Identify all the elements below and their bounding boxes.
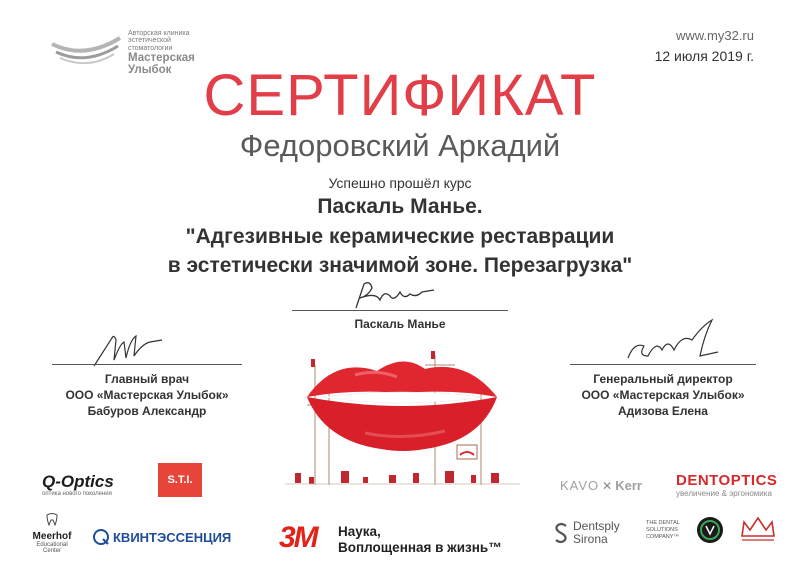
clinic-name1: Мастерская (128, 52, 195, 65)
director-signature-line (570, 364, 756, 365)
q-optics-logo (42, 472, 114, 497)
quintessence-name: КВИНТЭССЕНЦИЯ (113, 529, 232, 545)
course-title-line2: в эстетически значимой зоне. Перезагрузка" (167, 254, 633, 277)
director-name: Адизова Елена (618, 404, 708, 419)
meerhof-subtitle: Educational Center (36, 542, 68, 554)
3m-slogan (338, 524, 502, 556)
dental-solutions-text: THE DENTAL SOLUTIONS COMPANY™ (646, 520, 680, 541)
quintessence-emblem-icon (92, 528, 110, 546)
3m-slogan-line2: Воплощенная в жизнь™ (338, 540, 502, 556)
quintessence-logo (92, 528, 231, 546)
kavo-kerr-logo (560, 478, 642, 493)
kerr-name: Kerr (615, 478, 642, 493)
chief-signature-block (52, 371, 242, 420)
meerhof-name: Meerhof (32, 531, 72, 542)
director-signature-block (570, 371, 756, 420)
dentsply-name2: Sirona (573, 532, 608, 547)
round-emblem-icon (696, 516, 724, 544)
chief-signature-line (52, 364, 242, 365)
certificate-title: СЕРТИФИКАТ (203, 63, 597, 128)
3m-slogan-line1: Наука, (338, 524, 381, 539)
kavo-name: KAVO (560, 478, 600, 493)
dentoptics-name: DENTOPTICS (676, 472, 778, 489)
chief-name: Бабуров Александр (87, 404, 207, 419)
lecturer-name: Паскаль Манье (354, 317, 446, 331)
q-optics-name: Q-Optics (42, 472, 114, 491)
q-optics-subtitle: оптика нового поколения (42, 491, 112, 497)
crown-emblem-icon (738, 514, 778, 546)
meerhof-logo (30, 512, 74, 554)
tooth-icon (45, 512, 59, 526)
passed-text: Успешно прошёл курс (328, 175, 472, 191)
director-role: Генеральный директор (593, 372, 733, 386)
recipient-name: Федоровский Аркадий (239, 128, 561, 163)
kavo-kerr-separator-icon: ✕ (602, 478, 613, 493)
3m-logo: 3M (279, 521, 317, 554)
dentoptics-logo (676, 472, 777, 498)
course-title-line1: "Адгезивные керамические реставрации (185, 225, 615, 248)
lips-illustration (285, 345, 520, 495)
dentoptics-subtitle: увеличение & эргономика (676, 489, 772, 498)
clinic-line2: эстетической стоматологии (128, 37, 173, 52)
lecturer-signature-icon (350, 278, 440, 314)
director-signature-icon (622, 316, 722, 368)
chief-org: ООО «Мастерская Улыбок» (65, 388, 229, 403)
date: 12 июля 2019 г. (654, 48, 754, 64)
sti-logo: S.T.I. (158, 463, 202, 497)
clinic-name2: Улыбок (128, 64, 172, 77)
dentsply-s-icon (553, 522, 569, 544)
clinic-line1: Авторская клиника (128, 30, 190, 37)
dentsply-logo (553, 520, 620, 546)
director-org: ООО «Мастерская Улыбок» (581, 388, 745, 403)
teacher-name: Паскаль Манье. (317, 195, 483, 218)
website: www.my32.ru (675, 28, 754, 43)
chief-role: Главный врач (104, 372, 190, 386)
dentsply-name1: Dentsply (573, 519, 620, 533)
lecturer-signature-line (292, 310, 508, 311)
